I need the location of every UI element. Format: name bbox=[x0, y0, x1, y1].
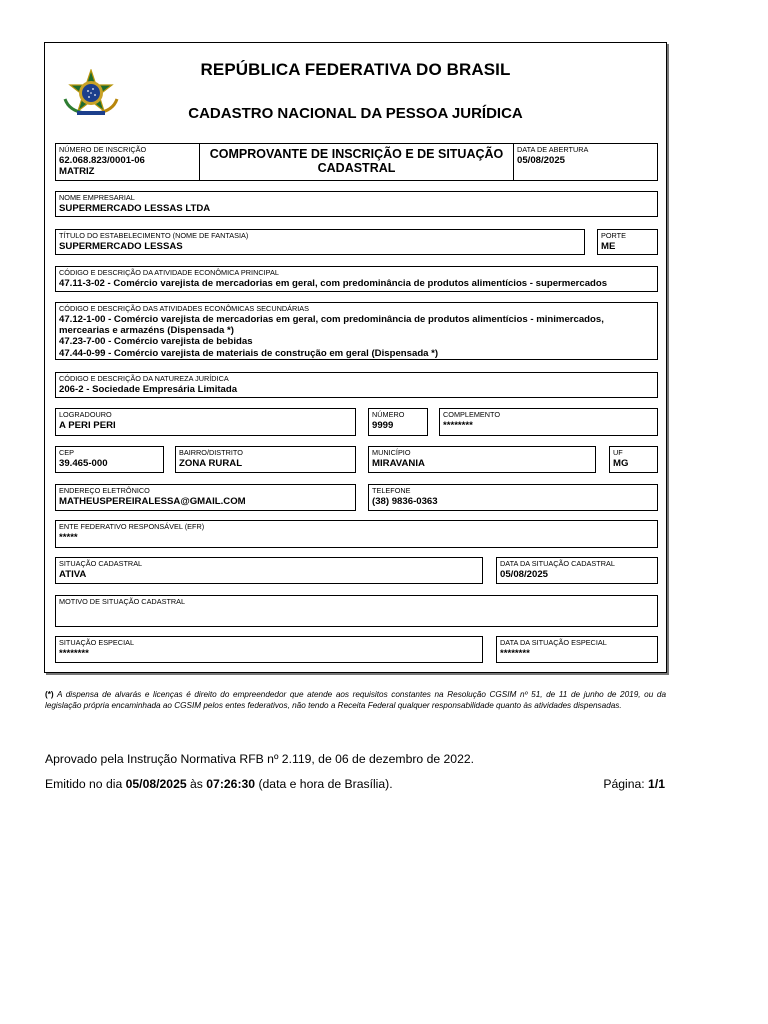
efr-box bbox=[55, 520, 658, 548]
atividades-secundarias-list bbox=[59, 314, 653, 359]
field-label: LOGRADOURO bbox=[59, 410, 112, 419]
uf-value: MG bbox=[613, 458, 629, 469]
nome-box bbox=[55, 191, 658, 217]
page-label: Página: bbox=[603, 777, 649, 791]
comprovante-line1: COMPROVANTE DE INSCRIÇÃO E DE SITUAÇÃO bbox=[209, 147, 504, 161]
bairro-box bbox=[175, 446, 356, 473]
atividade-principal-box bbox=[55, 266, 658, 292]
field-label: CÓDIGO E DESCRIÇÃO DA NATUREZA JURÍDICA bbox=[59, 374, 229, 383]
field-label: DATA DA SITUAÇÃO ESPECIAL bbox=[500, 638, 607, 647]
field-label: SITUAÇÃO ESPECIAL bbox=[59, 638, 135, 647]
field-label: DATA DA SITUAÇÃO CADASTRAL bbox=[500, 559, 615, 568]
footnote-marker: (*) bbox=[45, 690, 54, 699]
list-item: 47.23-7-00 - Comércio varejista de bebidas bbox=[59, 336, 253, 348]
situacao-especial-value: ******** bbox=[59, 648, 89, 659]
complemento-value: ******** bbox=[443, 420, 473, 431]
emission-time: 07:26:30 bbox=[206, 777, 256, 791]
field-label: MOTIVO DE SITUAÇÃO CADASTRAL bbox=[59, 597, 186, 606]
municipio-box bbox=[368, 446, 596, 473]
email-box bbox=[55, 484, 356, 511]
atividade-principal-value: 47.11-3-02 - Comércio varejista de mercadorias em geral, com predominância de produtos alimentícios - supermercados bbox=[59, 278, 608, 289]
telefone-value: (38) 9836-0363 bbox=[372, 496, 438, 507]
comprovante-line2: CADASTRAL bbox=[317, 161, 396, 175]
field-label: CÓDIGO E DESCRIÇÃO DA ATIVIDADE ECONÔMICA PRINCIPAL bbox=[59, 268, 279, 277]
cep-value: 39.465-000 bbox=[59, 458, 108, 469]
porte-box bbox=[597, 229, 658, 255]
field-label: SITUAÇÃO CADASTRAL bbox=[59, 559, 143, 568]
field-label: ENTE FEDERATIVO RESPONSÁVEL (EFR) bbox=[59, 522, 205, 531]
field-label: COMPLEMENTO bbox=[443, 410, 501, 419]
document-frame bbox=[44, 42, 667, 673]
field-label: CÓDIGO E DESCRIÇÃO DAS ATIVIDADES ECONÔMICAS SECUNDÁRIAS bbox=[59, 304, 310, 313]
municipio-value: MIRAVANIA bbox=[372, 458, 425, 469]
motivo-box bbox=[55, 595, 658, 627]
fantasia-box bbox=[55, 229, 585, 255]
data-especial-value: ******** bbox=[500, 648, 530, 659]
telefone-box bbox=[368, 484, 658, 511]
numero-box bbox=[368, 408, 428, 436]
abertura-value: 05/08/2025 bbox=[517, 155, 566, 166]
porte-value: ME bbox=[601, 241, 616, 252]
fantasia-value: SUPERMERCADO LESSAS bbox=[59, 241, 183, 252]
list-item: 47.12-1-00 - Comércio varejista de mercadorias em geral, com predominância de produtos alimentícios - minimercados, mercearias e armazéns (Dispensada *) bbox=[59, 314, 604, 337]
abertura-box bbox=[513, 143, 658, 181]
uf-box bbox=[609, 446, 658, 473]
bairro-value: ZONA RURAL bbox=[179, 458, 243, 469]
field-label: BAIRRO/DISTRITO bbox=[179, 448, 243, 457]
field-label: NOME EMPRESARIAL bbox=[59, 193, 135, 202]
page-title: REPÚBLICA FEDERATIVA DO BRASIL bbox=[200, 60, 511, 79]
nome-value: SUPERMERCADO LESSAS LTDA bbox=[59, 203, 211, 214]
page-subtitle: CADASTRO NACIONAL DA PESSOA JURÍDICA bbox=[188, 105, 523, 122]
field-label: NÚMERO DE INSCRIÇÃO bbox=[59, 145, 147, 154]
numero-value: 9999 bbox=[372, 420, 394, 431]
inscricao-box bbox=[55, 143, 200, 181]
atividades-secundarias-box bbox=[55, 302, 658, 360]
emission-line bbox=[45, 777, 393, 791]
emission-prefix: Emitido no dia bbox=[45, 777, 126, 791]
field-label: PORTE bbox=[601, 231, 627, 240]
data-situacao-value: 05/08/2025 bbox=[500, 569, 549, 580]
natureza-box bbox=[55, 372, 658, 398]
emission-middle: às bbox=[186, 777, 207, 791]
footnote-text: A dispensa de alvarás e licenças é direito do empreendedor que atende aos requisitos constantes na Resolução CGSIM nº 51, de 11 de junho de 2019, ou da legislação própria encaminhada ao CGSIM pelos entes federativos, não tendo a Receita Federal qualquer responsabilidade quanto às atividades dispensadas. bbox=[45, 690, 666, 710]
situacao-value: ATIVA bbox=[59, 569, 87, 580]
field-label: MUNICÍPIO bbox=[372, 448, 411, 457]
complemento-box bbox=[439, 408, 658, 436]
field-label: TÍTULO DO ESTABELECIMENTO (NOME DE FANTASIA) bbox=[59, 231, 249, 240]
emission-date: 05/08/2025 bbox=[125, 777, 187, 791]
footnote bbox=[45, 689, 666, 711]
data-especial-box bbox=[496, 636, 658, 663]
email-value: MATHEUSPEREIRALESSA@GMAIL.COM bbox=[59, 496, 246, 507]
data-situacao-box bbox=[496, 557, 658, 584]
field-label: DATA DE ABERTURA bbox=[517, 145, 589, 154]
natureza-value: 206-2 - Sociedade Empresária Limitada bbox=[59, 384, 238, 395]
field-label: UF bbox=[613, 448, 623, 457]
page-number: 1/1 bbox=[648, 777, 665, 791]
inscricao-type: MATRIZ bbox=[59, 166, 95, 177]
field-label: ENDEREÇO ELETRÔNICO bbox=[59, 486, 150, 495]
comprovante-title bbox=[200, 147, 513, 175]
efr-value: ***** bbox=[59, 532, 78, 543]
cep-box bbox=[55, 446, 164, 473]
logradouro-box bbox=[55, 408, 356, 436]
approval-note: Aprovado pela Instrução Normativa RFB nº 2.119, de 06 de dezembro de 2022. bbox=[45, 752, 475, 766]
list-item: 47.44-0-99 - Comércio varejista de materiais de construção em geral (Dispensada *) bbox=[59, 347, 439, 359]
field-label: TELEFONE bbox=[372, 486, 411, 495]
situacao-especial-box bbox=[55, 636, 483, 663]
inscricao-value: 62.068.823/0001-06 bbox=[59, 155, 145, 166]
comprovante-box bbox=[199, 143, 514, 181]
logradouro-value: A PERI PERI bbox=[59, 420, 116, 431]
emission-suffix: (data e hora de Brasília). bbox=[255, 777, 393, 791]
situacao-box bbox=[55, 557, 483, 584]
field-label: NÚMERO bbox=[372, 410, 405, 419]
field-label: CEP bbox=[59, 448, 75, 457]
page-indicator bbox=[603, 777, 665, 791]
